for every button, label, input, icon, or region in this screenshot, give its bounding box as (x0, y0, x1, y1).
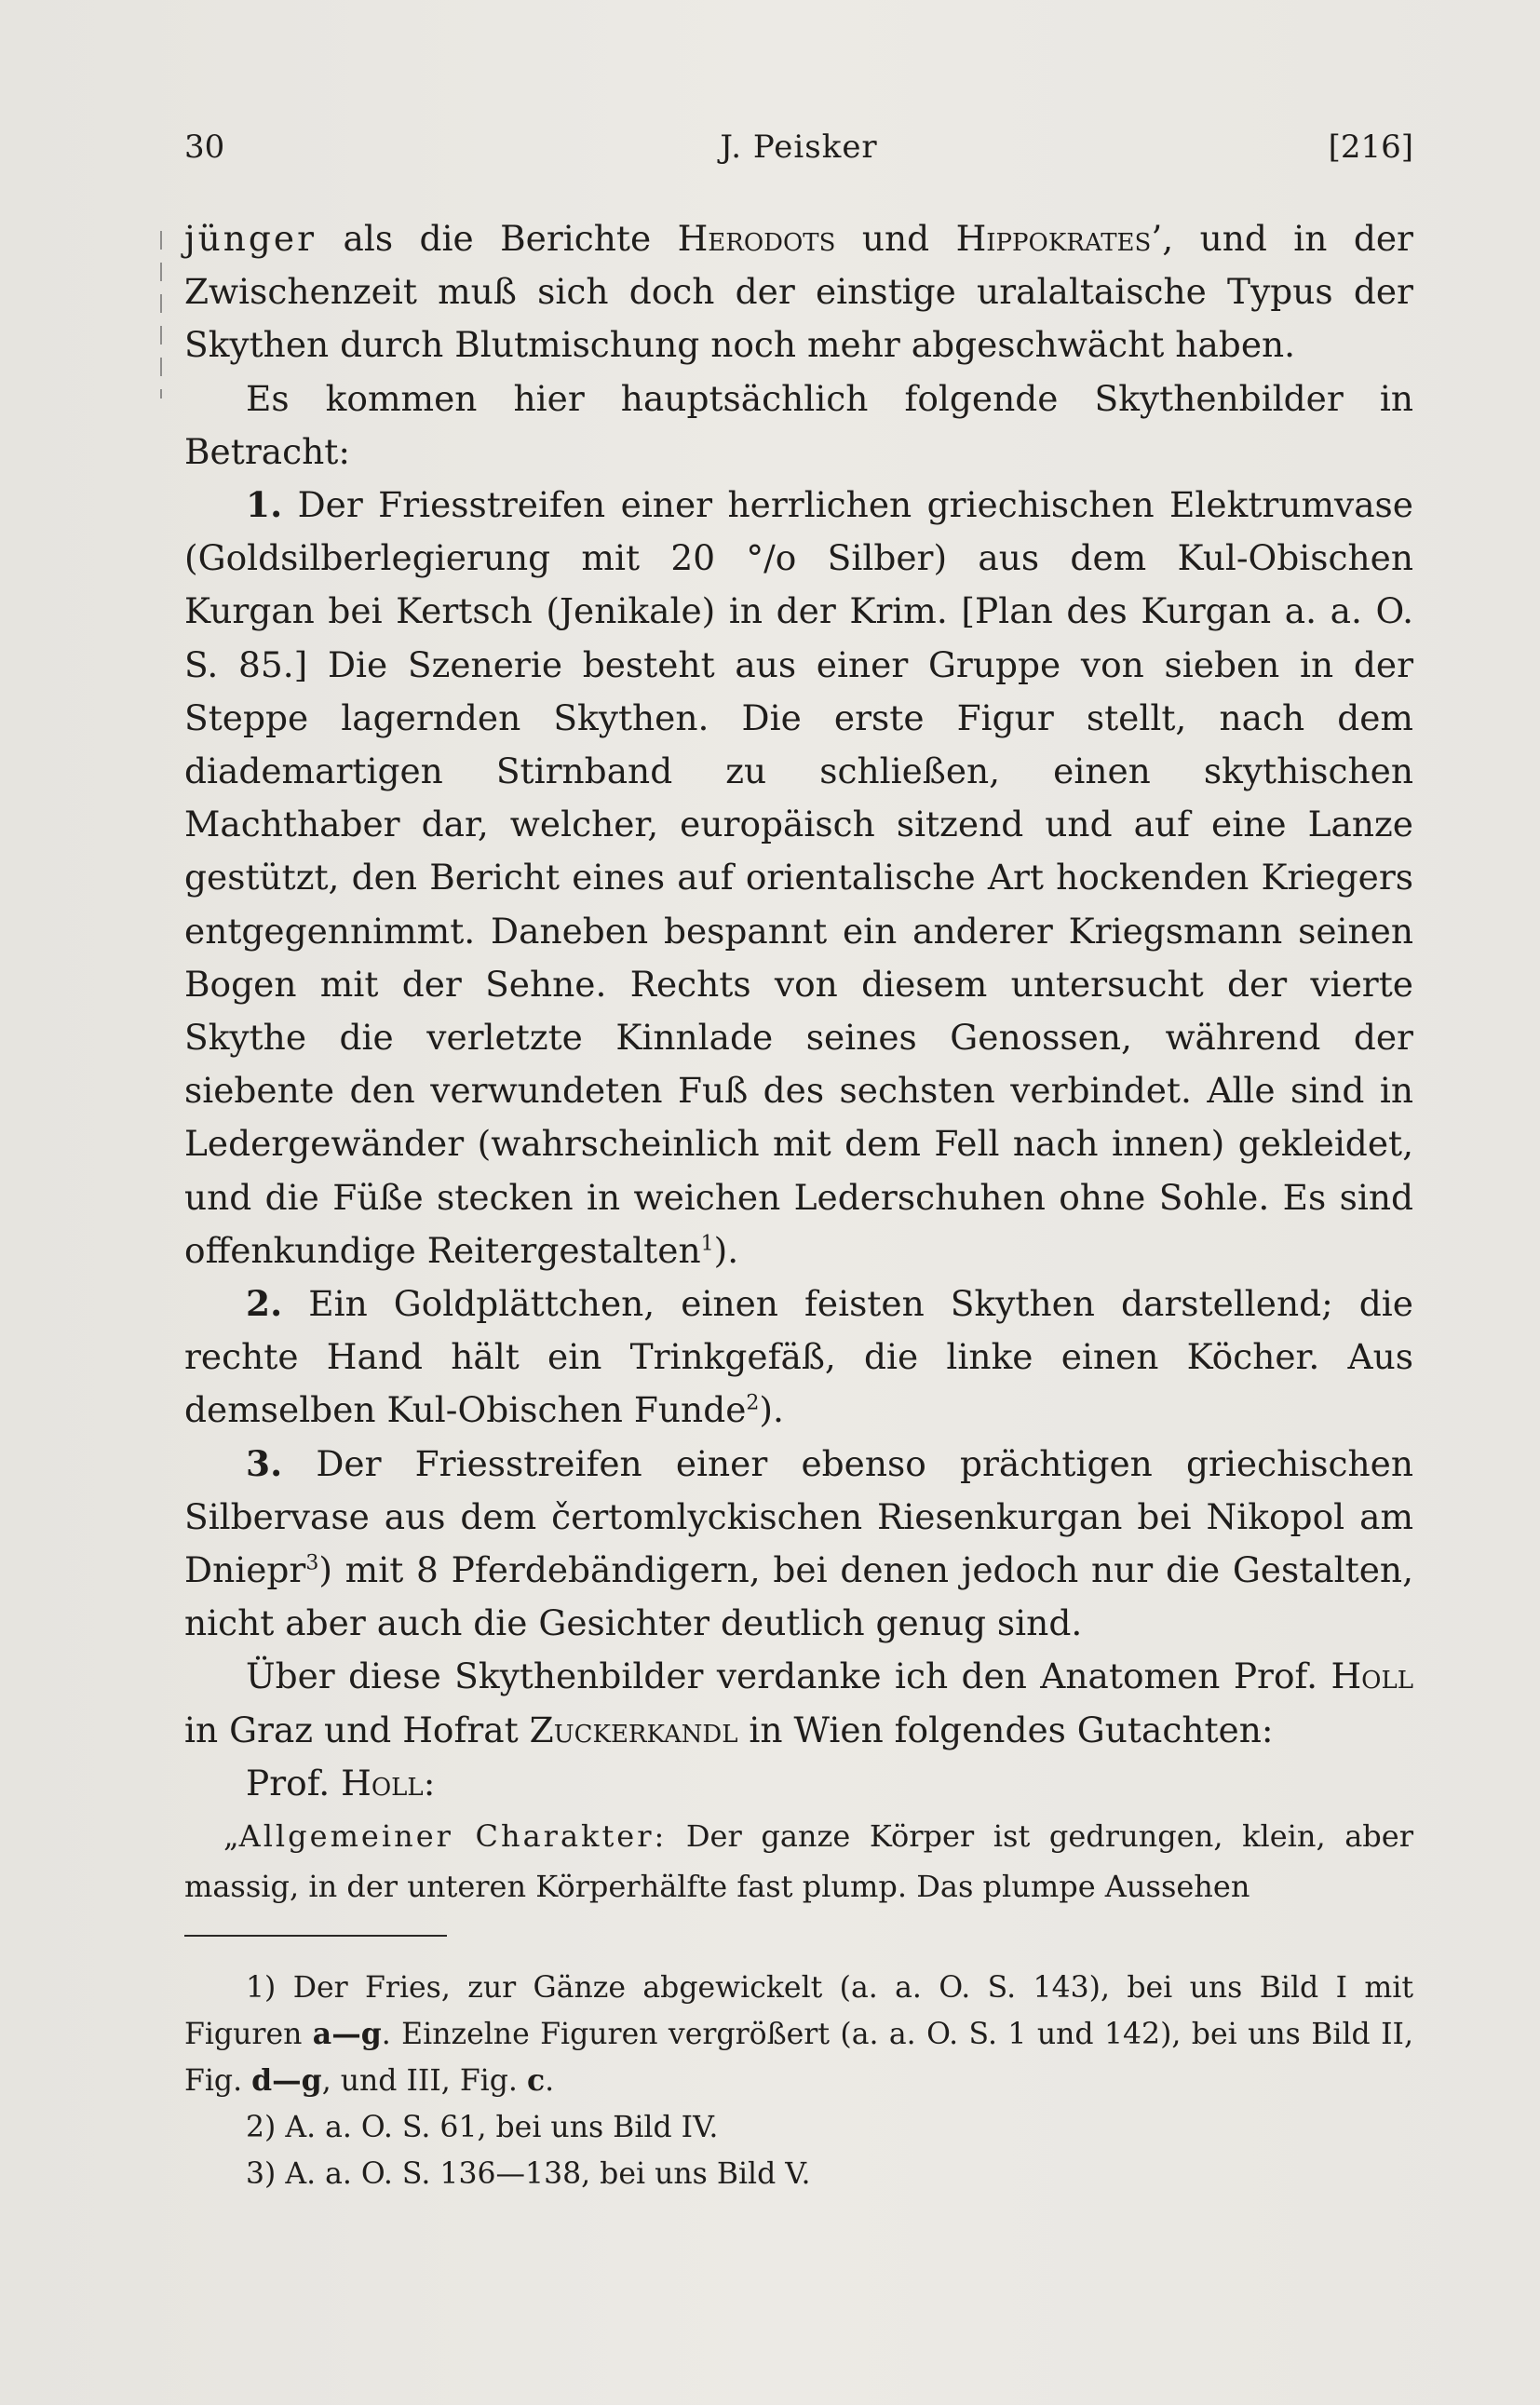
quote-text: Der ganze Körper ist gedrungen, klein, aber massig, in der unteren Körperhälfte fast plump. Das plumpe Aussehen (184, 1818, 1414, 1904)
author-name-hippokrates: Hippokrates (955, 218, 1152, 259)
text-run: 1) Der Fries, zur Gänze abgewickelt (a. a. O. S. 143), bei uns Bild I mit Figuren (184, 1971, 1413, 2051)
text-run: und (835, 218, 956, 259)
item-text: Der Friesstreifen einer herrlichen griechischen Elektrumvase (Goldsilberlegierung mit 20 °/o Silber) aus dem Kul-Obischen Kurgan bei Kertsch (Jenikale) in der Krim. [Plan des Kurgan a. a. O. S. 85.] Die Szenerie besteht aus einer Gruppe von sieben in der Steppe lagernden Skythen. Die erste Figur stellt, nach dem diademartigen Stirnband zu schließen, einen skythischen Machthaber dar, welcher, europäisch sitzend und auf eine Lanze gestützt, den Bericht eines auf orientalische Art hockenden Kriegers entgegennimmt. Daneben bespannt ein anderer Kriegsmann seinen Bogen mit der Sehne. Rechts von diesem untersucht der vierte Skythe die verletzte Kinnlade seines Genossen, während der siebente den verwundeten Fuß des sechsten verbindet. Alle sind in Ledergewänder (wahrscheinlich mit dem Fell nach innen) gekleidet, und die Füße stecken in weichen Lederschuhen ohne Sohle. Es sind offenkundige Reitergestalten (184, 484, 1413, 1271)
spaced-word: jünger (184, 218, 317, 259)
text-run: . Einzelne Figuren vergrößert (a. a. O. S. 1 und 142), bei uns Bild II, Fig. (184, 2018, 1413, 2098)
footnote-1 (184, 1965, 1413, 2104)
footnote-ref: 3 (305, 1551, 319, 1575)
item-number: 2. (246, 1283, 283, 1325)
footnote-ref: 2 (746, 1391, 760, 1415)
item-text: Ein Goldplättchen, einen feisten Skythen darstellend; die rechte Hand hält ein Trinkgefäß, die linke einen Köcher. Aus demselben Kul-Obischen Funde (184, 1283, 1413, 1431)
paragraph-continuation (184, 212, 1413, 372)
footnotes (184, 1965, 1413, 2197)
footnote-divider (184, 1935, 447, 1937)
paragraph-gutachten (184, 1650, 1413, 1756)
text-run: in Wien folgendes Gutachten: (737, 1709, 1274, 1750)
person-name-zuckerkandl: Zuckerkandl (529, 1709, 738, 1750)
spaced-heading: Allgemeiner Charakter: (238, 1818, 668, 1854)
text-run: , und III, Fig. (321, 2064, 527, 2098)
running-header (184, 128, 1413, 184)
item-number: 3. (246, 1442, 283, 1484)
footnote-3: 3) A. a. O. S. 136—138, bei uns Bild V. (246, 2157, 811, 2191)
item-number: 1. (246, 484, 283, 526)
quote-paragraph (184, 1811, 1413, 1912)
text-run: als die Berichte (317, 218, 678, 259)
quote-mark: „ (223, 1818, 239, 1854)
text-run: ’, und in der Zwischenzeit muß sich doch der einstige uralaltaische Typus der Skythen durch Blutmischung noch mehr abgeschwächt haben. (184, 218, 1413, 366)
paragraph-intro: Es kommen hier hauptsächlich folgende Skythenbilder in Betracht: (184, 377, 1413, 472)
item-text: Der Friesstreifen einer ebenso prächtigen griechischen Silbervase aus dem čertomlyckischen Riesenkurgan bei Nikopol am Dniepr (184, 1442, 1413, 1591)
item-text: ) mit 8 Pferdebändigern, bei denen jedoch nur die Gestalten, nicht aber auch die Gesichter deutlich genug sind. (184, 1549, 1413, 1644)
prof-holl-heading (184, 1757, 1413, 1810)
list-item-1 (184, 479, 1413, 1277)
footnote-2: 2) A. a. O. S. 61, bei uns Bild IV. (246, 2111, 719, 2144)
quoted-report (184, 1811, 1413, 1912)
figure-ref: c (526, 2063, 546, 2098)
list-item-2 (184, 1277, 1413, 1438)
text-run: ). (759, 1389, 784, 1431)
person-name-holl: Holl (1331, 1655, 1413, 1697)
main-text (184, 212, 1413, 1810)
figure-ref: d—g (251, 2063, 322, 2098)
text-run: : (423, 1762, 436, 1804)
author-name-herodots: Herodots (677, 218, 836, 259)
text-run: Über diese Skythenbilder verdanke ich den Anatomen Prof. (246, 1655, 1331, 1697)
original-page-number: [216] (1328, 128, 1413, 166)
text-run: in Graz und Hofrat (184, 1709, 530, 1750)
running-title: J. Peisker (720, 128, 878, 166)
text-run: . (545, 2064, 555, 2098)
page-number: 30 (184, 128, 225, 166)
footnote-ref: 1 (700, 1232, 714, 1256)
figure-ref: a—g (312, 2017, 382, 2051)
margin-pencil-mark (160, 231, 162, 399)
person-name-holl: Holl (341, 1762, 424, 1804)
list-item-3 (184, 1438, 1413, 1651)
text-run: Prof. (246, 1762, 342, 1804)
text-run: ). (713, 1229, 739, 1271)
